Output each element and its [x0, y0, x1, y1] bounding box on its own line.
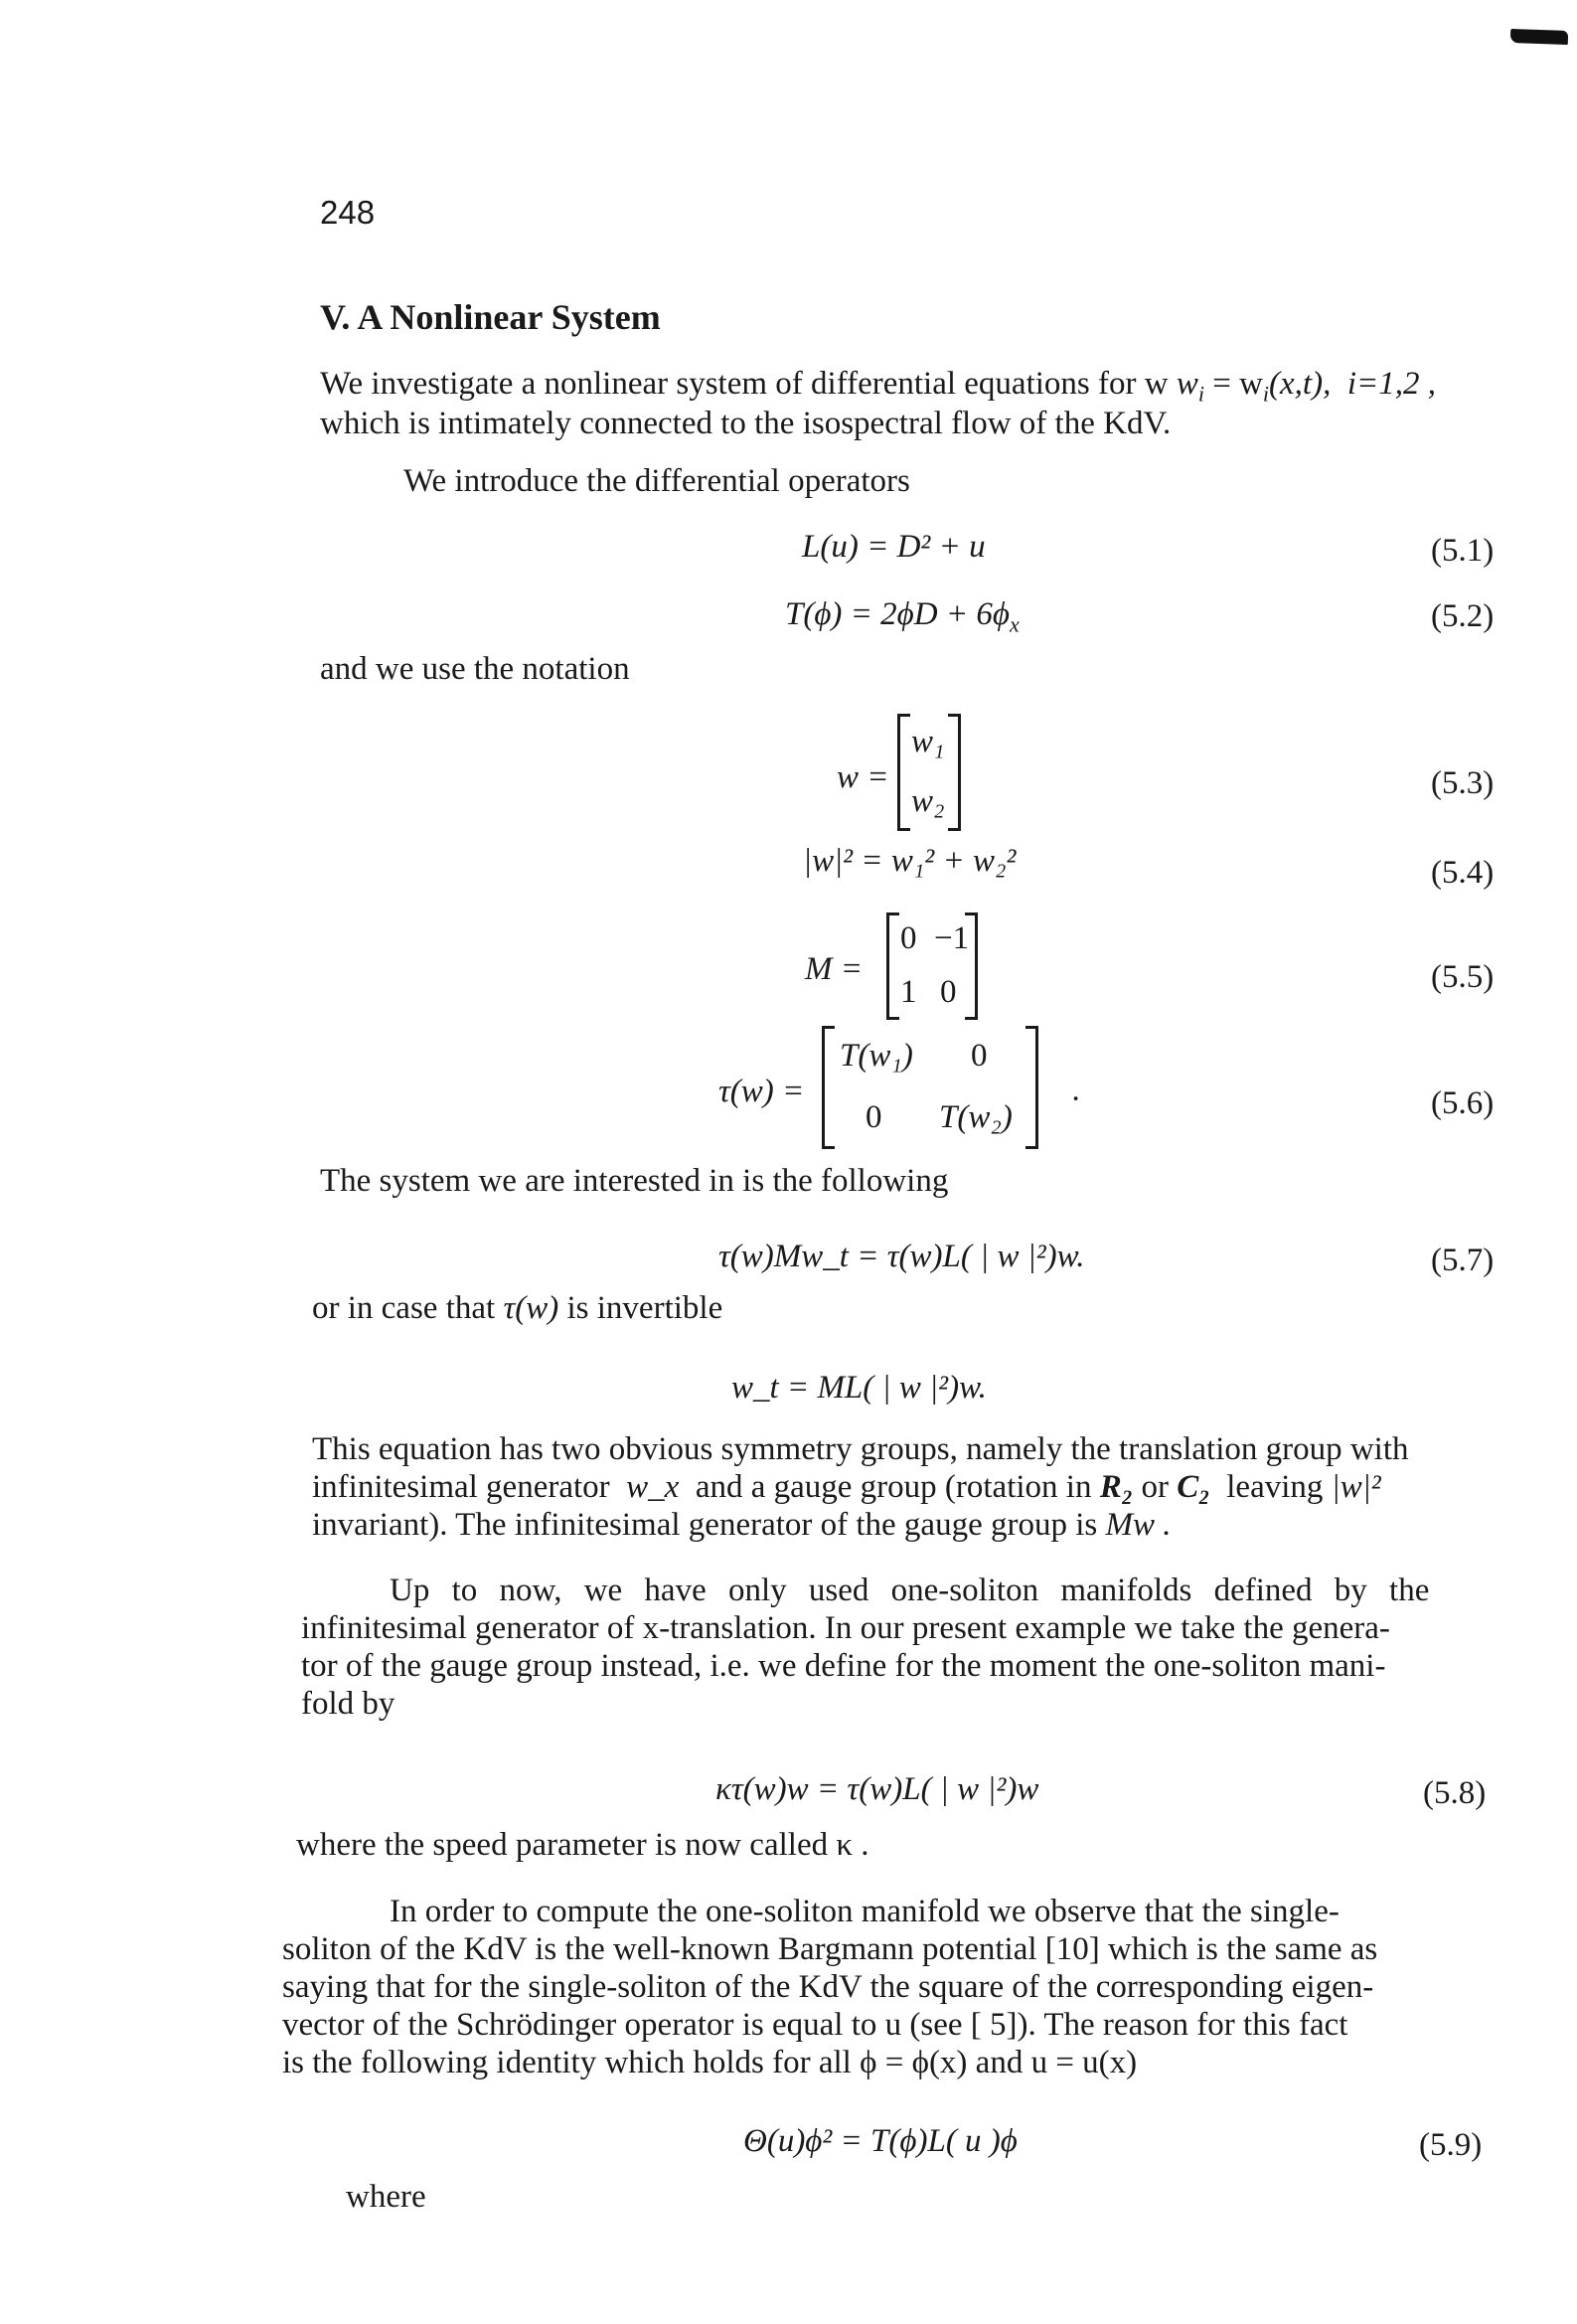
equation-number: (5.4)	[1431, 855, 1495, 891]
matrix-cell: 0	[866, 1099, 882, 1135]
paragraph-line: This equation has two obvious symmetry groups, namely the translation group with	[312, 1431, 1409, 1467]
paragraph-line: or in case that τ(w) is invertible	[312, 1290, 723, 1326]
paragraph-line: soliton of the KdV is the well-known Bargmann potential [10] which is the same as	[282, 1931, 1378, 1967]
section-title: V. A Nonlinear System	[320, 297, 661, 337]
matrix-cell: w₁	[911, 724, 945, 759]
equation-number: (5.5)	[1431, 959, 1495, 995]
paragraph-line: where the speed parameter is now called κ .	[296, 1827, 869, 1863]
matrix-M	[886, 913, 978, 1020]
paragraph-line: tor of the gauge group instead, i.e. we define for the moment the one-soliton mani-	[301, 1648, 1386, 1684]
matrix-cell: 0	[940, 974, 957, 1010]
equation-5-5-lhs: M =	[805, 951, 864, 987]
equation-5-7: τ(w)Mw_t = τ(w)L( | w |²)w.	[718, 1239, 1085, 1274]
equation-number: (5.7)	[1431, 1243, 1495, 1278]
paragraph-line: We introduce the differential operators	[403, 463, 910, 499]
paragraph-line: and we use the notation	[320, 651, 630, 687]
page-number: 248	[320, 194, 376, 231]
paragraph-line: vector of the Schrödinger operator is equal to u (see [ 5]). The reason for this fact	[282, 2007, 1348, 2043]
equation-number: (5.6)	[1431, 1085, 1495, 1121]
paragraph-line: We investigate a nonlinear system of differential equations for w $w_i = w_i(x,t)$, i=1,2 ,	[320, 366, 1437, 407]
equation-5-8: κτ(w)w = τ(w)L( | w |²)w	[715, 1771, 1039, 1807]
matrix-cell: T(w₂)	[939, 1099, 1013, 1135]
matrix-cell: −1	[934, 920, 970, 956]
equation-inverted: w_t = ML( | w |²)w.	[731, 1370, 987, 1406]
paragraph-line: In order to compute the one-soliton manifold we observe that the single-	[390, 1894, 1340, 1929]
paragraph-line: saying that for the single-soliton of the KdV the square of the corresponding eigen-	[282, 1969, 1374, 2005]
equation-5-1: L(u) = D² + u	[802, 529, 986, 565]
equation-number: (5.2)	[1431, 598, 1495, 634]
paragraph-line: Up to now, we have only used one-soliton manifolds defined by the	[390, 1573, 1430, 1608]
paragraph-line: The system we are interested in is the following	[320, 1163, 949, 1199]
equation-number: (5.9)	[1419, 2127, 1483, 2163]
matrix-w	[897, 714, 961, 831]
equation-5-6-lhs: τ(w) =	[718, 1074, 805, 1109]
equation-number: (5.1)	[1431, 533, 1495, 569]
paragraph-line: invariant). The infinitesimal generator of the gauge group is Mw .	[312, 1507, 1172, 1543]
matrix-tau	[822, 1026, 1038, 1149]
equation-period: ·	[1071, 1081, 1080, 1117]
matrix-cell: w₂	[911, 783, 945, 819]
paragraph-line: infinitesimal generator of x-translation. In our present example we take the genera-	[301, 1610, 1390, 1646]
matrix-cell: 1	[900, 974, 917, 1010]
matrix-cell: T(w₁)	[840, 1038, 913, 1074]
equation-5-3-lhs: w =	[837, 759, 889, 795]
scan-mark	[1510, 29, 1568, 45]
equation-5-9: Θ(u)ϕ² = T(ϕ)L( u )ϕ	[743, 2123, 1018, 2159]
equation-5-4: |w|² = w₁² + w₂²	[803, 843, 1017, 879]
equation-number: (5.8)	[1423, 1775, 1487, 1811]
paragraph-line: fold by	[301, 1686, 395, 1722]
paragraph-line: is the following identity which holds for all ϕ = ϕ(x) and u = u(x)	[282, 2045, 1138, 2080]
paragraph-line: where	[346, 2179, 426, 2215]
matrix-cell: 0	[971, 1038, 988, 1074]
matrix-cell: 0	[900, 920, 917, 956]
equation-number: (5.3)	[1431, 765, 1495, 801]
equation-5-2: $T(\phi) = 2\phi D + 6\phi_x$	[785, 596, 1020, 637]
paragraph-line: infinitesimal generator w_x and a gauge group (rotation in R₂ or C₂ leaving |w|²	[312, 1469, 1381, 1505]
paragraph-line: which is intimately connected to the isospectral flow of the KdV.	[320, 406, 1172, 441]
